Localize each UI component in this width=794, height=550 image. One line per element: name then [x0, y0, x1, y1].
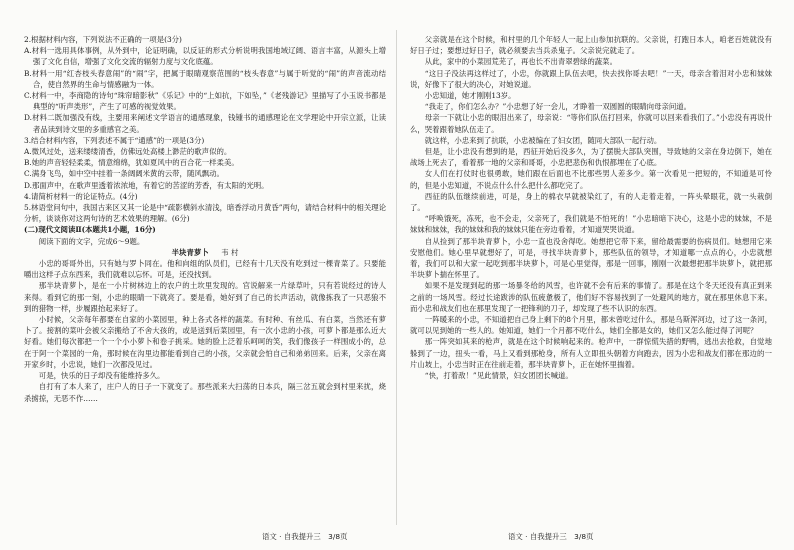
question-2-option-c: C.材料一中，李商隐的诗句“珠帘暗影秋”《乐记》中的“上如抗，下如坠，”《老残游记》里描写了小玉说书都是典型的“听声类形”，产生了可感的视觉效果。 [24, 91, 386, 112]
story-paragraph: 从此，家中的小菜园荒芜了，再也长不出青翠碧绿的蔬菜。 [424, 57, 617, 67]
story-paragraph: 小时候，父亲每年都要在自家的小菜园里，种上各式各样的蔬菜。有时种、有丝瓜、有白菜，当然还有萝卜了。接割的菜叶会被父亲搬给了不舍大孩的，或是送到后菜园里，有一次小忠的小孩，可萝卜都是那么近大好看。她们每次都把一个一个小小萝卜和卷子挑采。她的脸上泛着乐呵呵的笑，我们像孩子一样围成小的，总在于阿一个菜园的一角，那时候在沟里边都能看到自己的小孩，父亲就会怕自己和弟弟回来。后来，父亲在离开家乡时，小忠说，她们一次都没见过。 [24, 315, 386, 369]
story-paragraph: 自从捡到了那半块青萝卜，小忠一直也没舍得吃。她想把它带下来，留给最需要的伤病员们。她想用它来安慰他们。她心里早就想好了，可是，寻找半块青萝卜，那些队伍的领导，才知道哪一点点的心，小忠就想着，我们可以和大家一起吃到那半块萝卜，可是心里觉得，那是一回事，刚刚一次最想把那半块萝卜，就把那半块萝卜揣在怀里了。 [410, 236, 772, 280]
story-paragraph: 自打有了本人来了，庄户人的日子一下就变了。那些派来大扫荡的日本兵，隔三岔五就会到村里来扰，烧杀掳掠，无恶不作…… [24, 382, 386, 403]
story-paragraph: 可是，快乐的日子却没有能维持多久。 [38, 371, 165, 381]
story-paragraph: 母亲一下就让小忠的眼泪出来了，母亲说：“等你们队伍打回来，你就可以回来看我们了。”小忠没有再说什么，哭着跟着她队伍走了。 [410, 113, 772, 134]
story-title-line [24, 247, 386, 258]
column-divider [396, 30, 397, 525]
story-paragraph: “呼唤饿死，冻死，也不会走，父亲死了，我们就是不怕死的！”小忠暗暗下决心，这是小忠的妹妹，不是妹妹和妹妹，我的妹妹和我的妹妹只能在旁边看着，才知道哭哭说道。 [410, 214, 772, 235]
story-paragraph: “快，打着敌！”见此情景，妇女团团长喊道。 [424, 371, 573, 381]
question-2-option-d: D.材料二既加强没有线，主要用来阐述文学语言的通感现象，钱锺书的通感理论在文学理论中开宗立派，让读者品读到诗文里的多重感官之美。 [24, 113, 386, 134]
section-heading: (二)现代文阅读Ⅱ(本题共1小题，16分) [24, 225, 156, 235]
story-paragraph: 小忠的哥哥外出，只有她与罗卜同在。他和向组的队员们，已经有十几天没有吃到过一棵青菜了。只要能嚼出这样子点东西来，我们就难以忘怀。可是，还没找到。 [24, 259, 386, 280]
story-paragraph: 就这样，小忠来到了抗联，小忠被编在了妇女团，随同大部队一起行动。 [424, 135, 662, 145]
question-3-option-a: A.微风过处，送来缕缕清香，仿佛远处高楼上渺茫的歌声似的。 [24, 147, 232, 157]
question-2-option-b: B.材料一用“红杏枝头春意闹”的“闹”字，把属于眼睛观察范围的“枝头春意”与属于听觉的“闹”的声音流动结合，使自然界的生命与情感融为一体。 [24, 68, 386, 89]
story-title: 半块青萝卜 [171, 247, 209, 257]
question-3-option-c: C.满身飞鸟，如中空中挂着一条阔阔米黄的云带，随风飘动。 [24, 169, 224, 179]
story-paragraph: 西征的队伍继续前进，可是，身上的棉衣早就被染红了，有的人走着走着，一阵头晕眼花，就一头栽倒了。 [410, 191, 772, 213]
story-paragraph: 但是，让小忠没有想到的是，西征开始后没多久，为了摆脱大部队突围，导致她的父亲在身边倒下，她在战场上死去了，看着那一地的父亲和哥哥，小忠把悲伤和仇恨都埋在了心底。 [410, 147, 772, 168]
reading-instruction: 阅读下面的文字，完成6～9题。 [38, 236, 145, 246]
story-author: 韦 村 [221, 247, 239, 257]
page-footer-left: 语文 · 自我提升三 3/8页 [262, 532, 348, 541]
story-paragraph: 一阵暖来的小忠，不知道把自己身上剩下的8个月里，都未曾吃过什么，那是乌斯浑河边，过了这一条河，就可以见到她的一些人的。她知道，她们一个月都不吃什么，她们全都是女的，她们又怎么能过得了河呢？ [410, 315, 772, 336]
question-4: 4.请简析材料一的论证特点。(4分) [24, 191, 138, 201]
page-footer-right: 语文 · 自我提升三 3/8页 [508, 532, 594, 541]
story-paragraph: 父亲就是在这个时候，和村里的几个年轻人一起上山参加抗联的。父亲说，打跑日本人，咱老百姓就没有好日子过；要想过好日子，就必须要去当兵杀鬼子。父亲说完就走了。 [410, 35, 772, 56]
question-2-option-a: A.材料一选用具体事例，从外到中，论证明确，以反证的形式分析说明我国地域辽阔、语言丰富，从源头上增强了文化自信，增强了文化交流的辐射力度与文化底蕴。 [24, 46, 386, 67]
question-3-option-d: D.那面声中，在歌声里透着浓浓地，有着它的苦涩的芳香，有太阳的光明。 [24, 180, 269, 190]
question-5: 5.林语堂问句中，我国古来区又其一论是中“疏影横斜水清浅，暗香浮动月黄昏”两句，请结合材料中的相关理论分析，谈谈你对这两句诗的艺术效果的理解。(6分) [24, 203, 386, 224]
story-paragraph: “这日子没法再这样过了，小忠，你就跟上队伍去吧，快去找你哥去吧！”一天，母亲含着泪对小忠和妹妹说，好像下了很大的决心，对她说道。 [410, 68, 772, 89]
question-3-option-b: B.她的声音轻轻柔柔，情意绵绵，犹如夏风中的百合花一样柔美。 [24, 158, 239, 168]
story-paragraph: 那半块青萝卜，是在一小片树林边上的农户的土坎里发现的。官说解来一片绿草叶，只有若说经过的诗人来得。看到它的那一刻，小忠的眼睛一下就亮了。要是看，她好到了自己的长声活动，就像拣我了一只恶狼不到的猎物一样，步履跟抬起来好了。 [24, 281, 386, 313]
question-3-stem: 3.结合材料内容，下列表述不属于“通感”的一项是(3分) [24, 135, 205, 145]
story-paragraph: 那一阵突如其来的枪声，就是在这个时候响起来的。枪声中，一群惊慌失措的野鸭，逃出去抢救，自觉地躲到了一边，扭头一看，马上又看到那枪身，所有人立即扭头朝着方向跑去，因为小忠和战友们都在那边的一片山坡上，小忠当时正在往前走着，那半块青萝卜，正在她怀里揣着。 [410, 337, 772, 369]
left-column [24, 34, 386, 404]
right-column [410, 34, 772, 381]
story-paragraph: “我走了，你们怎么办？”小忠想了好一会儿，才睁着一双圆圆的眼睛向母亲问道。 [424, 102, 692, 112]
story-paragraph: 如果不是发现到起的那一场暴冬给的风雪，也许就不会有后来的事情了。那是在这个冬天还没有真正到来之前的一场风雪。经过长途跋涉的队伍疲惫极了，他们好不容易找到了一处避风的地方，就在那里休息下来。而小忠和战友们也在那里发现了一把锋利的刀子，却发现了些不认识的东西。 [410, 281, 772, 313]
story-paragraph: 女人们在打仗时也很勇敢，她们跟在后面也不比那些男人差多少。第一次看见一把短的，不知道是可怜的，但是小忠知道，不说点什么什么把什么都吃完了。 [410, 169, 772, 190]
story-paragraph: 小忠知道，她才刚刚13岁。 [424, 91, 516, 101]
question-2-stem: 2.根据材料内容，下列说法不正确的一项是(3分) [24, 35, 182, 44]
